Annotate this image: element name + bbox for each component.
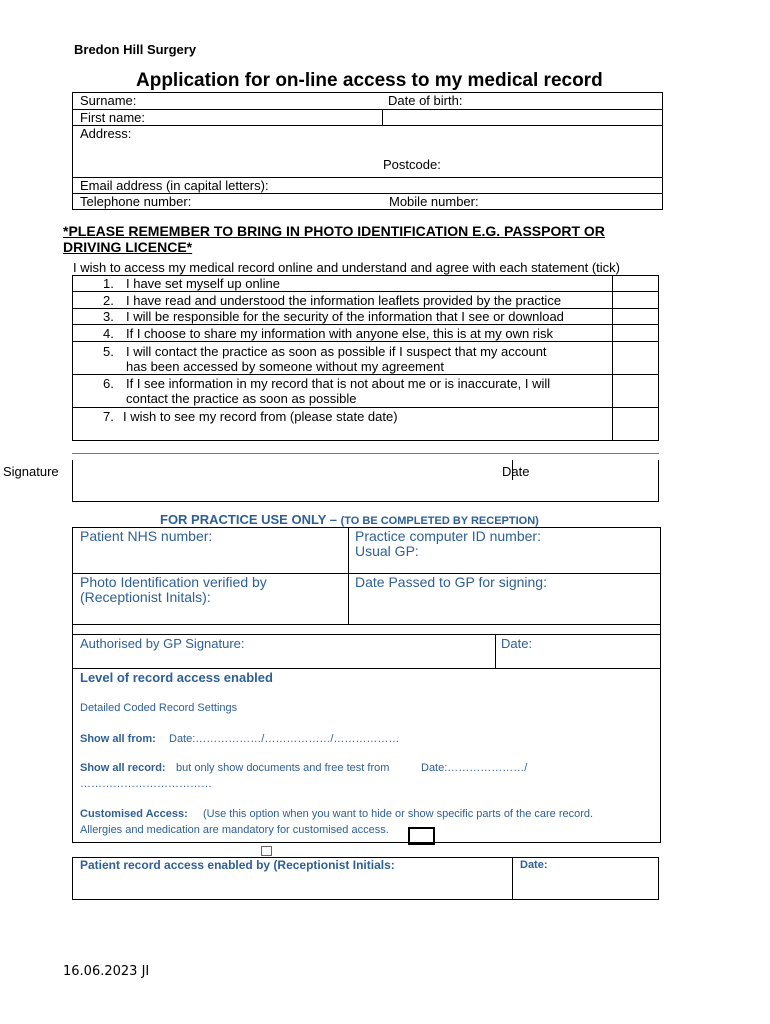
statement-number: 5. (103, 344, 114, 359)
customised-access-label: Customised Access: (80, 808, 188, 820)
statement-number: 7. (103, 409, 114, 424)
gp-signature-date-field[interactable]: Date: (501, 636, 533, 651)
statements-intro: I wish to access my medical record online and understand and agree with each statement (tick) (73, 260, 620, 275)
surname-field[interactable]: Surname: (80, 93, 137, 108)
tick-box-2[interactable] (612, 292, 659, 308)
signature-date-label: Date (502, 464, 530, 479)
customised-access-text: (Use this option when you want to hide or show specific parts of the care record. (203, 808, 594, 820)
tick-box-3[interactable] (612, 309, 659, 324)
email-field[interactable]: Email address (in capital letters): (80, 178, 269, 193)
statement-text: I have set myself up online (126, 276, 280, 291)
telephone-field[interactable]: Telephone number: (80, 194, 192, 209)
statement-number: 2. (103, 293, 114, 308)
signature-field[interactable] (72, 460, 659, 502)
postcode-field[interactable]: Postcode: (383, 157, 441, 172)
statement-number: 4. (103, 326, 114, 341)
statement-number: 1. (103, 276, 114, 291)
statement-text: I have read and understood the information leaflets provided by the practice (126, 293, 562, 308)
usual-gp-field[interactable]: Usual GP: (355, 543, 419, 559)
tick-box-7[interactable] (612, 408, 659, 441)
nhs-number-field[interactable]: Patient NHS number: (80, 528, 213, 544)
statement-text: I will be responsible for the security of the information that I see or download (126, 309, 564, 324)
show-all-record-label: Show all record: (80, 762, 166, 774)
statement-text: I wish to see my record from (please state date) (123, 409, 398, 424)
tick-box-6[interactable] (612, 375, 659, 407)
mobile-field[interactable]: Mobile number: (389, 194, 479, 209)
footer-version: 16.06.2023 JI (63, 964, 150, 979)
customised-access-checkbox[interactable] (408, 827, 435, 845)
detailed-coded-settings: Detailed Coded Record Settings (80, 702, 238, 714)
photo-id-verified-field[interactable]: Photo Identification verified by (80, 574, 267, 590)
tick-box-1[interactable] (612, 276, 659, 291)
statement-text: has been accessed by someone without my agreement (126, 359, 444, 374)
statement-number: 6. (103, 376, 114, 391)
page-title: Application for on-line access to my medical record (136, 70, 603, 91)
access-enabled-by-field[interactable]: Patient record access enabled by (Receptionist Initials: (80, 858, 395, 872)
practice-name: Bredon Hill Surgery (74, 42, 197, 57)
first-name-field[interactable]: First name: (80, 110, 146, 125)
show-all-record-text: but only show documents and free test from (176, 762, 390, 774)
show-all-record-dots[interactable]: ……………………………… (80, 778, 212, 790)
receptionist-initials-label: (Receptionist Initals): (80, 589, 211, 605)
customised-access-text-2: Allergies and medication are mandatory for customised access. (80, 824, 389, 836)
access-enabled-date-field[interactable]: Date: (520, 859, 548, 871)
access-checkbox-small[interactable] (261, 846, 272, 856)
access-level-heading: Level of record access enabled (80, 670, 273, 685)
practice-use-heading: FOR PRACTICE USE ONLY – (TO BE COMPLETED BY RECEPTION) (160, 512, 539, 527)
date-passed-to-gp-field[interactable]: Date Passed to GP for signing: (355, 574, 547, 590)
statement-text: contact the practice as soon as possible (126, 391, 357, 406)
gp-signature-field[interactable]: Authorised by GP Signature: (80, 636, 245, 651)
computer-id-field[interactable]: Practice computer ID number: (355, 528, 541, 544)
photo-id-notice-line2: DRIVING LICENCE* (63, 239, 193, 255)
show-all-from-date[interactable]: Date:………………/………………/……………… (169, 733, 400, 745)
signature-label: Signature (3, 464, 59, 479)
statement-text: If I choose to share my information with anyone else, this is at my own risk (126, 326, 554, 341)
address-field[interactable]: Address: (80, 126, 132, 141)
statement-text: If I see information in my record that is not about me or is inaccurate, I will (126, 376, 551, 391)
tick-box-4[interactable] (612, 325, 659, 341)
tick-box-5[interactable] (612, 342, 659, 374)
dob-field[interactable]: Date of birth: (388, 93, 463, 108)
photo-id-notice-line1: *PLEASE REMEMBER TO BRING IN PHOTO IDENTIFICATION E.G. PASSPORT OR (63, 223, 605, 239)
show-all-from-label: Show all from: (80, 733, 156, 745)
statement-text: I will contact the practice as soon as possible if I suspect that my account (126, 344, 547, 359)
show-all-record-date[interactable]: Date:…………………/ (421, 762, 528, 774)
statement-number: 3. (103, 309, 114, 324)
